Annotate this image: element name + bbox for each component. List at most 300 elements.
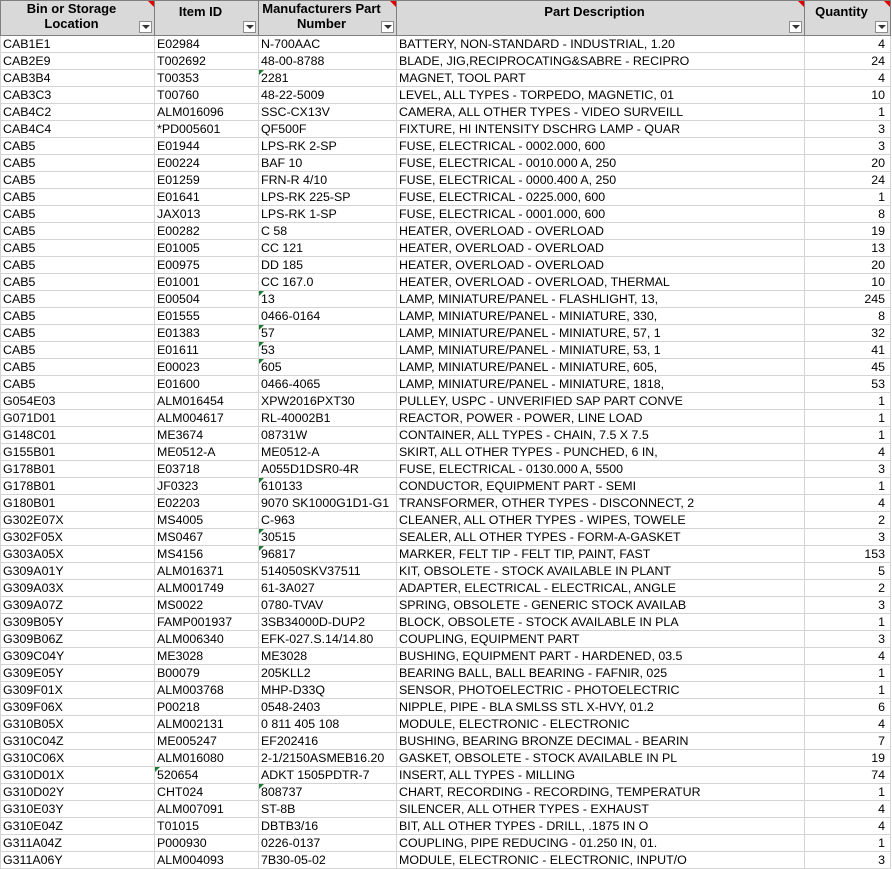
cell-item-id[interactable]: ALM003768 xyxy=(155,682,259,699)
cell-item-id[interactable]: E01611 xyxy=(155,342,259,359)
cell-quantity[interactable]: 32 xyxy=(805,325,891,342)
table-row[interactable] xyxy=(1,36,891,53)
table-row[interactable] xyxy=(1,801,891,818)
cell-item-id[interactable]: MS0467 xyxy=(155,529,259,546)
cell-bin-location[interactable]: CAB4C2 xyxy=(1,104,155,121)
cell-quantity[interactable]: 53 xyxy=(805,376,891,393)
cell-bin-location[interactable]: G302F05X xyxy=(1,529,155,546)
table-row[interactable] xyxy=(1,291,891,308)
cell-part-description[interactable]: FIXTURE, HI INTENSITY DSCHRG LAMP - QUAR xyxy=(397,121,805,138)
table-row[interactable] xyxy=(1,172,891,189)
cell-bin-location[interactable]: G310B05X xyxy=(1,716,155,733)
cell-quantity[interactable]: 1 xyxy=(805,835,891,852)
cell-bin-location[interactable]: G180B01 xyxy=(1,495,155,512)
table-row[interactable] xyxy=(1,189,891,206)
cell-part-description[interactable]: SENSOR, PHOTOELECTRIC - PHOTOELECTRIC xyxy=(397,682,805,699)
table-row[interactable] xyxy=(1,563,891,580)
cell-part-description[interactable]: FUSE, ELECTRICAL - 0002.000, 600 xyxy=(397,138,805,155)
table-row[interactable] xyxy=(1,325,891,342)
table-row[interactable] xyxy=(1,478,891,495)
cell-quantity[interactable]: 3 xyxy=(805,461,891,478)
cell-quantity[interactable]: 41 xyxy=(805,342,891,359)
cell-quantity[interactable]: 3 xyxy=(805,529,891,546)
cell-part-description[interactable]: LAMP, MINIATURE/PANEL - MINIATURE, 1818, xyxy=(397,376,805,393)
cell-bin-location[interactable]: CAB5 xyxy=(1,172,155,189)
header-bin-location[interactable] xyxy=(1,1,155,36)
cell-bin-location[interactable]: G310E03Y xyxy=(1,801,155,818)
cell-bin-location[interactable]: G309B06Z xyxy=(1,631,155,648)
cell-manufacturer-part-number[interactable]: RL-40002B1 xyxy=(259,410,397,427)
table-row[interactable] xyxy=(1,410,891,427)
cell-quantity[interactable]: 20 xyxy=(805,257,891,274)
cell-part-description[interactable]: CLEANER, ALL OTHER TYPES - WIPES, TOWELE xyxy=(397,512,805,529)
cell-manufacturer-part-number[interactable]: DBTB3/16 xyxy=(259,818,397,835)
cell-part-description[interactable]: MARKER, FELT TIP - FELT TIP, PAINT, FAST xyxy=(397,546,805,563)
cell-quantity[interactable]: 13 xyxy=(805,240,891,257)
cell-quantity[interactable]: 4 xyxy=(805,495,891,512)
cell-part-description[interactable]: BEARING BALL, BALL BEARING - FAFNIR, 025 xyxy=(397,665,805,682)
table-row[interactable] xyxy=(1,546,891,563)
cell-manufacturer-part-number[interactable]: FRN-R 4/10 xyxy=(259,172,397,189)
cell-quantity[interactable]: 20 xyxy=(805,155,891,172)
cell-quantity[interactable]: 8 xyxy=(805,308,891,325)
cell-part-description[interactable]: SPRING, OBSOLETE - GENERIC STOCK AVAILAB xyxy=(397,597,805,614)
cell-item-id[interactable]: T00353 xyxy=(155,70,259,87)
cell-manufacturer-part-number[interactable]: QF500F xyxy=(259,121,397,138)
cell-manufacturer-part-number[interactable]: 13 xyxy=(259,291,397,308)
table-row[interactable] xyxy=(1,87,891,104)
cell-bin-location[interactable]: G310C04Z xyxy=(1,733,155,750)
cell-item-id[interactable]: E00975 xyxy=(155,257,259,274)
cell-part-description[interactable]: BATTERY, NON-STANDARD - INDUSTRIAL, 1.20 xyxy=(397,36,805,53)
cell-item-id[interactable]: ALM007091 xyxy=(155,801,259,818)
cell-part-description[interactable]: KIT, OBSOLETE - STOCK AVAILABLE IN PLANT xyxy=(397,563,805,580)
table-row[interactable] xyxy=(1,393,891,410)
cell-item-id[interactable]: CHT024 xyxy=(155,784,259,801)
table-row[interactable] xyxy=(1,274,891,291)
cell-quantity[interactable]: 245 xyxy=(805,291,891,308)
cell-manufacturer-part-number[interactable]: 610133 xyxy=(259,478,397,495)
cell-bin-location[interactable]: G309E05Y xyxy=(1,665,155,682)
cell-quantity[interactable]: 4 xyxy=(805,818,891,835)
cell-quantity[interactable]: 3 xyxy=(805,121,891,138)
cell-item-id[interactable]: E02203 xyxy=(155,495,259,512)
cell-manufacturer-part-number[interactable]: LPS-RK 2-SP xyxy=(259,138,397,155)
cell-part-description[interactable]: NIPPLE, PIPE - BLA SMLSS STL X-HVY, 01.2 xyxy=(397,699,805,716)
cell-item-id[interactable]: E01383 xyxy=(155,325,259,342)
cell-item-id[interactable]: T002692 xyxy=(155,53,259,70)
cell-item-id[interactable]: E00282 xyxy=(155,223,259,240)
cell-quantity[interactable]: 4 xyxy=(805,716,891,733)
cell-manufacturer-part-number[interactable]: 808737 xyxy=(259,784,397,801)
cell-quantity[interactable]: 1 xyxy=(805,478,891,495)
cell-item-id[interactable]: ME3674 xyxy=(155,427,259,444)
cell-manufacturer-part-number[interactable]: SSC-CX13V xyxy=(259,104,397,121)
header-part-description[interactable] xyxy=(397,1,805,36)
cell-bin-location[interactable]: CAB3B4 xyxy=(1,70,155,87)
cell-part-description[interactable]: BIT, ALL OTHER TYPES - DRILL, .1875 IN O xyxy=(397,818,805,835)
cell-part-description[interactable]: LAMP, MINIATURE/PANEL - MINIATURE, 605, xyxy=(397,359,805,376)
cell-part-description[interactable]: CHART, RECORDING - RECORDING, TEMPERATUR xyxy=(397,784,805,801)
cell-bin-location[interactable]: CAB2E9 xyxy=(1,53,155,70)
cell-part-description[interactable]: LAMP, MINIATURE/PANEL - MINIATURE, 330, xyxy=(397,308,805,325)
cell-quantity[interactable]: 24 xyxy=(805,53,891,70)
table-row[interactable] xyxy=(1,121,891,138)
cell-quantity[interactable]: 7 xyxy=(805,733,891,750)
filter-dropdown-icon[interactable] xyxy=(789,21,802,33)
cell-manufacturer-part-number[interactable]: ME3028 xyxy=(259,648,397,665)
cell-item-id[interactable]: ALM006340 xyxy=(155,631,259,648)
table-row[interactable] xyxy=(1,461,891,478)
cell-part-description[interactable]: BUSHING, EQUIPMENT PART - HARDENED, 03.5 xyxy=(397,648,805,665)
cell-part-description[interactable]: COUPLING, EQUIPMENT PART xyxy=(397,631,805,648)
filter-dropdown-icon[interactable] xyxy=(875,21,888,33)
cell-part-description[interactable]: FUSE, ELECTRICAL - 0001.000, 600 xyxy=(397,206,805,223)
cell-part-description[interactable]: HEATER, OVERLOAD - OVERLOAD, THERMAL xyxy=(397,274,805,291)
cell-quantity[interactable]: 10 xyxy=(805,274,891,291)
cell-quantity[interactable]: 3 xyxy=(805,852,891,869)
cell-item-id[interactable]: E01001 xyxy=(155,274,259,291)
cell-quantity[interactable]: 19 xyxy=(805,750,891,767)
cell-bin-location[interactable]: G309F01X xyxy=(1,682,155,699)
cell-manufacturer-part-number[interactable]: ME0512-A xyxy=(259,444,397,461)
cell-manufacturer-part-number[interactable]: 53 xyxy=(259,342,397,359)
cell-quantity[interactable]: 5 xyxy=(805,563,891,580)
cell-bin-location[interactable]: G309A01Y xyxy=(1,563,155,580)
cell-quantity[interactable]: 3 xyxy=(805,597,891,614)
cell-item-id[interactable]: MS4005 xyxy=(155,512,259,529)
cell-bin-location[interactable]: G309C04Y xyxy=(1,648,155,665)
cell-item-id[interactable]: ALM016080 xyxy=(155,750,259,767)
cell-item-id[interactable]: ALM016371 xyxy=(155,563,259,580)
cell-manufacturer-part-number[interactable]: CC 167.0 xyxy=(259,274,397,291)
cell-manufacturer-part-number[interactable]: 48-22-5009 xyxy=(259,87,397,104)
cell-quantity[interactable]: 2 xyxy=(805,580,891,597)
cell-part-description[interactable]: MAGNET, TOOL PART xyxy=(397,70,805,87)
cell-manufacturer-part-number[interactable]: 0 811 405 108 xyxy=(259,716,397,733)
cell-manufacturer-part-number[interactable]: LPS-RK 1-SP xyxy=(259,206,397,223)
cell-manufacturer-part-number[interactable]: 57 xyxy=(259,325,397,342)
cell-part-description[interactable]: CONTAINER, ALL TYPES - CHAIN, 7.5 X 7.5 xyxy=(397,427,805,444)
cell-item-id[interactable]: ALM016454 xyxy=(155,393,259,410)
cell-part-description[interactable]: SILENCER, ALL OTHER TYPES - EXHAUST xyxy=(397,801,805,818)
cell-manufacturer-part-number[interactable]: 61-3A027 xyxy=(259,580,397,597)
cell-item-id[interactable]: E01641 xyxy=(155,189,259,206)
cell-manufacturer-part-number[interactable]: 7B30-05-02 xyxy=(259,852,397,869)
cell-manufacturer-part-number[interactable]: XPW2016PXT30 xyxy=(259,393,397,410)
cell-part-description[interactable]: BLADE, JIG,RECIPROCATING&SABRE - RECIPRO xyxy=(397,53,805,70)
table-row[interactable] xyxy=(1,240,891,257)
cell-manufacturer-part-number[interactable]: 9070 SK1000G1D1-G1 xyxy=(259,495,397,512)
table-row[interactable] xyxy=(1,682,891,699)
cell-quantity[interactable]: 1 xyxy=(805,614,891,631)
cell-manufacturer-part-number[interactable]: A055D1DSR0-4R xyxy=(259,461,397,478)
cell-manufacturer-part-number[interactable]: CC 121 xyxy=(259,240,397,257)
cell-part-description[interactable]: TRANSFORMER, OTHER TYPES - DISCONNECT, 2 xyxy=(397,495,805,512)
cell-bin-location[interactable]: G178B01 xyxy=(1,478,155,495)
cell-quantity[interactable]: 4 xyxy=(805,648,891,665)
table-row[interactable] xyxy=(1,308,891,325)
cell-quantity[interactable]: 19 xyxy=(805,223,891,240)
cell-item-id[interactable]: FAMP001937 xyxy=(155,614,259,631)
cell-quantity[interactable]: 24 xyxy=(805,172,891,189)
cell-part-description[interactable]: INSERT, ALL TYPES - MILLING xyxy=(397,767,805,784)
cell-item-id[interactable]: ALM001749 xyxy=(155,580,259,597)
cell-bin-location[interactable]: CAB5 xyxy=(1,325,155,342)
table-row[interactable] xyxy=(1,665,891,682)
cell-quantity[interactable]: 2 xyxy=(805,512,891,529)
cell-quantity[interactable]: 10 xyxy=(805,87,891,104)
cell-part-description[interactable]: PULLEY, USPC - UNVERIFIED SAP PART CONVE xyxy=(397,393,805,410)
cell-part-description[interactable]: BLOCK, OBSOLETE - STOCK AVAILABLE IN PLA xyxy=(397,614,805,631)
cell-manufacturer-part-number[interactable]: MHP-D33Q xyxy=(259,682,397,699)
cell-bin-location[interactable]: G303A05X xyxy=(1,546,155,563)
cell-part-description[interactable]: GASKET, OBSOLETE - STOCK AVAILABLE IN PL xyxy=(397,750,805,767)
cell-item-id[interactable]: E01259 xyxy=(155,172,259,189)
header-quantity[interactable] xyxy=(805,1,891,36)
table-row[interactable] xyxy=(1,852,891,869)
table-row[interactable] xyxy=(1,835,891,852)
cell-bin-location[interactable]: G310D02Y xyxy=(1,784,155,801)
cell-item-id[interactable]: ME3028 xyxy=(155,648,259,665)
cell-quantity[interactable]: 74 xyxy=(805,767,891,784)
cell-part-description[interactable]: LAMP, MINIATURE/PANEL - FLASHLIGHT, 13, xyxy=(397,291,805,308)
cell-quantity[interactable]: 1 xyxy=(805,784,891,801)
cell-quantity[interactable]: 1 xyxy=(805,427,891,444)
table-row[interactable] xyxy=(1,444,891,461)
table-row[interactable] xyxy=(1,257,891,274)
table-row[interactable] xyxy=(1,53,891,70)
cell-item-id[interactable]: 520654 xyxy=(155,767,259,784)
cell-part-description[interactable]: LAMP, MINIATURE/PANEL - MINIATURE, 53, 1 xyxy=(397,342,805,359)
cell-bin-location[interactable]: G302E07X xyxy=(1,512,155,529)
cell-part-description[interactable]: LEVEL, ALL TYPES - TORPEDO, MAGNETIC, 01 xyxy=(397,87,805,104)
cell-item-id[interactable]: JAX013 xyxy=(155,206,259,223)
cell-manufacturer-part-number[interactable]: 2-1/2150ASMEB16.20 xyxy=(259,750,397,767)
cell-manufacturer-part-number[interactable]: 0780-TVAV xyxy=(259,597,397,614)
cell-part-description[interactable]: FUSE, ELECTRICAL - 0010.000 A, 250 xyxy=(397,155,805,172)
cell-manufacturer-part-number[interactable]: 96817 xyxy=(259,546,397,563)
cell-part-description[interactable]: HEATER, OVERLOAD - OVERLOAD xyxy=(397,240,805,257)
cell-part-description[interactable]: HEATER, OVERLOAD - OVERLOAD xyxy=(397,223,805,240)
cell-bin-location[interactable]: CAB5 xyxy=(1,155,155,172)
cell-bin-location[interactable]: CAB4C4 xyxy=(1,121,155,138)
table-row[interactable] xyxy=(1,206,891,223)
cell-item-id[interactable]: E01944 xyxy=(155,138,259,155)
cell-item-id[interactable]: E00023 xyxy=(155,359,259,376)
cell-bin-location[interactable]: G148C01 xyxy=(1,427,155,444)
cell-bin-location[interactable]: G310C06X xyxy=(1,750,155,767)
cell-item-id[interactable]: *PD005601 xyxy=(155,121,259,138)
cell-quantity[interactable]: 1 xyxy=(805,104,891,121)
cell-bin-location[interactable]: G310D01X xyxy=(1,767,155,784)
filter-dropdown-icon[interactable] xyxy=(243,21,256,33)
cell-item-id[interactable]: B00079 xyxy=(155,665,259,682)
cell-quantity[interactable]: 1 xyxy=(805,393,891,410)
cell-bin-location[interactable]: G311A04Z xyxy=(1,835,155,852)
cell-quantity[interactable]: 4 xyxy=(805,444,891,461)
cell-bin-location[interactable]: CAB5 xyxy=(1,274,155,291)
cell-item-id[interactable]: ALM004617 xyxy=(155,410,259,427)
cell-item-id[interactable]: E01555 xyxy=(155,308,259,325)
cell-quantity[interactable]: 3 xyxy=(805,631,891,648)
cell-bin-location[interactable]: G311A06Y xyxy=(1,852,155,869)
cell-part-description[interactable]: CAMERA, ALL OTHER TYPES - VIDEO SURVEILL xyxy=(397,104,805,121)
table-row[interactable] xyxy=(1,342,891,359)
table-row[interactable] xyxy=(1,597,891,614)
cell-part-description[interactable]: LAMP, MINIATURE/PANEL - MINIATURE, 57, 1 xyxy=(397,325,805,342)
table-row[interactable] xyxy=(1,70,891,87)
cell-item-id[interactable]: MS4156 xyxy=(155,546,259,563)
cell-manufacturer-part-number[interactable]: 30515 xyxy=(259,529,397,546)
cell-bin-location[interactable]: CAB5 xyxy=(1,376,155,393)
cell-item-id[interactable]: ALM016096 xyxy=(155,104,259,121)
cell-manufacturer-part-number[interactable]: 48-00-8788 xyxy=(259,53,397,70)
table-row[interactable] xyxy=(1,512,891,529)
cell-item-id[interactable]: E00224 xyxy=(155,155,259,172)
cell-manufacturer-part-number[interactable]: 514050SKV37511 xyxy=(259,563,397,580)
cell-item-id[interactable]: ME005247 xyxy=(155,733,259,750)
filter-dropdown-icon[interactable] xyxy=(381,21,394,33)
cell-part-description[interactable]: HEATER, OVERLOAD - OVERLOAD xyxy=(397,257,805,274)
table-row[interactable] xyxy=(1,529,891,546)
cell-quantity[interactable]: 8 xyxy=(805,206,891,223)
cell-manufacturer-part-number[interactable]: 605 xyxy=(259,359,397,376)
table-row[interactable] xyxy=(1,376,891,393)
cell-manufacturer-part-number[interactable]: 0226-0137 xyxy=(259,835,397,852)
cell-part-description[interactable]: MODULE, ELECTRONIC - ELECTRONIC, INPUT/O xyxy=(397,852,805,869)
cell-bin-location[interactable]: G054E03 xyxy=(1,393,155,410)
table-row[interactable] xyxy=(1,495,891,512)
cell-manufacturer-part-number[interactable]: LPS-RK 225-SP xyxy=(259,189,397,206)
cell-manufacturer-part-number[interactable]: 2281 xyxy=(259,70,397,87)
table-row[interactable] xyxy=(1,767,891,784)
cell-quantity[interactable]: 3 xyxy=(805,138,891,155)
cell-manufacturer-part-number[interactable]: 3SB34000D-DUP2 xyxy=(259,614,397,631)
cell-item-id[interactable]: E02984 xyxy=(155,36,259,53)
cell-quantity[interactable]: 4 xyxy=(805,801,891,818)
cell-manufacturer-part-number[interactable]: BAF 10 xyxy=(259,155,397,172)
cell-item-id[interactable]: T01015 xyxy=(155,818,259,835)
cell-item-id[interactable]: P00218 xyxy=(155,699,259,716)
cell-item-id[interactable]: JF0323 xyxy=(155,478,259,495)
cell-manufacturer-part-number[interactable]: C 58 xyxy=(259,223,397,240)
cell-manufacturer-part-number[interactable]: 0466-0164 xyxy=(259,308,397,325)
cell-part-description[interactable]: ADAPTER, ELECTRICAL - ELECTRICAL, ANGLE xyxy=(397,580,805,597)
cell-bin-location[interactable]: CAB1E1 xyxy=(1,36,155,53)
cell-quantity[interactable]: 6 xyxy=(805,699,891,716)
cell-manufacturer-part-number[interactable]: EF202416 xyxy=(259,733,397,750)
cell-bin-location[interactable]: CAB5 xyxy=(1,206,155,223)
cell-bin-location[interactable]: G309A03X xyxy=(1,580,155,597)
table-row[interactable] xyxy=(1,716,891,733)
cell-manufacturer-part-number[interactable]: DD 185 xyxy=(259,257,397,274)
table-row[interactable] xyxy=(1,104,891,121)
cell-bin-location[interactable]: G155B01 xyxy=(1,444,155,461)
cell-part-description[interactable]: FUSE, ELECTRICAL - 0130.000 A, 5500 xyxy=(397,461,805,478)
cell-manufacturer-part-number[interactable]: 205KLL2 xyxy=(259,665,397,682)
table-row[interactable] xyxy=(1,750,891,767)
header-manufacturer-part-number[interactable] xyxy=(259,1,397,36)
cell-item-id[interactable]: E00504 xyxy=(155,291,259,308)
cell-item-id[interactable]: MS0022 xyxy=(155,597,259,614)
cell-bin-location[interactable]: CAB5 xyxy=(1,257,155,274)
cell-item-id[interactable]: E01600 xyxy=(155,376,259,393)
table-row[interactable] xyxy=(1,818,891,835)
cell-bin-location[interactable]: G309A07Z xyxy=(1,597,155,614)
table-row[interactable] xyxy=(1,580,891,597)
table-row[interactable] xyxy=(1,784,891,801)
cell-part-description[interactable]: REACTOR, POWER - POWER, LINE LOAD xyxy=(397,410,805,427)
cell-manufacturer-part-number[interactable]: ADKT 1505PDTR-7 xyxy=(259,767,397,784)
table-row[interactable] xyxy=(1,699,891,716)
cell-manufacturer-part-number[interactable]: 08731W xyxy=(259,427,397,444)
cell-quantity[interactable]: 1 xyxy=(805,665,891,682)
cell-manufacturer-part-number[interactable]: 0466-4065 xyxy=(259,376,397,393)
cell-part-description[interactable]: SEALER, ALL OTHER TYPES - FORM-A-GASKET xyxy=(397,529,805,546)
table-row[interactable] xyxy=(1,614,891,631)
cell-item-id[interactable]: P000930 xyxy=(155,835,259,852)
cell-bin-location[interactable]: CAB5 xyxy=(1,240,155,257)
cell-item-id[interactable]: ME0512-A xyxy=(155,444,259,461)
cell-quantity[interactable]: 4 xyxy=(805,36,891,53)
cell-quantity[interactable]: 4 xyxy=(805,70,891,87)
cell-bin-location[interactable]: CAB5 xyxy=(1,359,155,376)
cell-part-description[interactable]: FUSE, ELECTRICAL - 0000.400 A, 250 xyxy=(397,172,805,189)
cell-bin-location[interactable]: CAB5 xyxy=(1,308,155,325)
cell-part-description[interactable]: COUPLING, PIPE REDUCING - 01.250 IN, 01. xyxy=(397,835,805,852)
table-row[interactable] xyxy=(1,155,891,172)
cell-part-description[interactable]: FUSE, ELECTRICAL - 0225.000, 600 xyxy=(397,189,805,206)
table-row[interactable] xyxy=(1,138,891,155)
cell-bin-location[interactable]: CAB5 xyxy=(1,342,155,359)
table-row[interactable] xyxy=(1,427,891,444)
cell-item-id[interactable]: E03718 xyxy=(155,461,259,478)
filter-dropdown-icon[interactable] xyxy=(139,21,152,33)
cell-quantity[interactable]: 1 xyxy=(805,189,891,206)
cell-bin-location[interactable]: CAB5 xyxy=(1,189,155,206)
cell-part-description[interactable]: SKIRT, ALL OTHER TYPES - PUNCHED, 6 IN, xyxy=(397,444,805,461)
table-row[interactable] xyxy=(1,648,891,665)
cell-part-description[interactable]: CONDUCTOR, EQUIPMENT PART - SEMI xyxy=(397,478,805,495)
cell-bin-location[interactable]: G310E04Z xyxy=(1,818,155,835)
cell-quantity[interactable]: 45 xyxy=(805,359,891,376)
cell-bin-location[interactable]: G309F06X xyxy=(1,699,155,716)
cell-manufacturer-part-number[interactable]: EFK-027.S.14/14.80 xyxy=(259,631,397,648)
header-item-id[interactable] xyxy=(155,1,259,36)
cell-bin-location[interactable]: G178B01 xyxy=(1,461,155,478)
cell-item-id[interactable]: ALM002131 xyxy=(155,716,259,733)
cell-bin-location[interactable]: CAB5 xyxy=(1,223,155,240)
table-row[interactable] xyxy=(1,733,891,750)
table-row[interactable] xyxy=(1,631,891,648)
cell-part-description[interactable]: BUSHING, BEARING BRONZE DECIMAL - BEARIN xyxy=(397,733,805,750)
cell-part-description[interactable]: MODULE, ELECTRONIC - ELECTRONIC xyxy=(397,716,805,733)
cell-manufacturer-part-number[interactable]: N-700AAC xyxy=(259,36,397,53)
cell-quantity[interactable]: 153 xyxy=(805,546,891,563)
cell-bin-location[interactable]: CAB5 xyxy=(1,138,155,155)
cell-manufacturer-part-number[interactable]: ST-8B xyxy=(259,801,397,818)
cell-bin-location[interactable]: G071D01 xyxy=(1,410,155,427)
cell-item-id[interactable]: ALM004093 xyxy=(155,852,259,869)
cell-quantity[interactable]: 1 xyxy=(805,410,891,427)
table-row[interactable] xyxy=(1,223,891,240)
cell-manufacturer-part-number[interactable]: 0548-2403 xyxy=(259,699,397,716)
cell-item-id[interactable]: E01005 xyxy=(155,240,259,257)
cell-bin-location[interactable]: G309B05Y xyxy=(1,614,155,631)
cell-item-id[interactable]: T00760 xyxy=(155,87,259,104)
cell-manufacturer-part-number[interactable]: C-963 xyxy=(259,512,397,529)
